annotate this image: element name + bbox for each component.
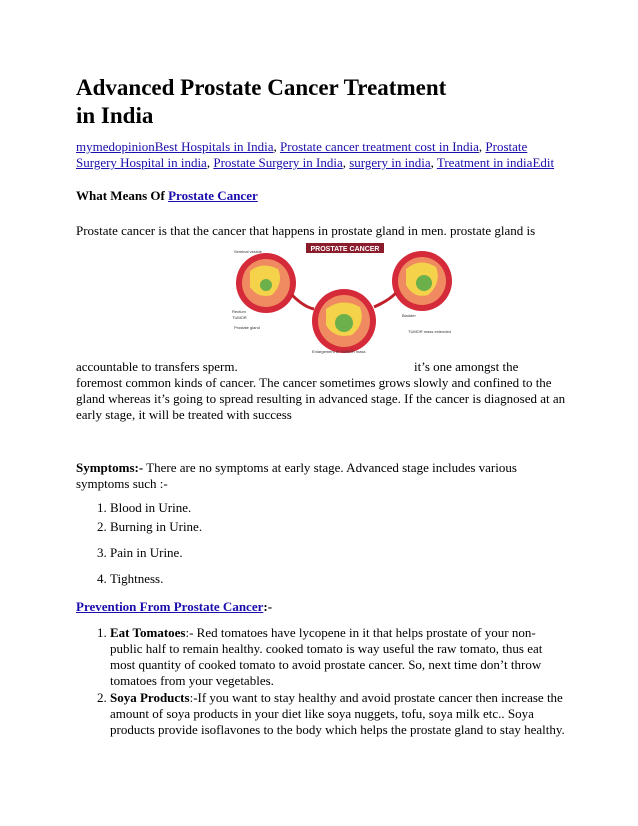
tag-link[interactable]: surgery in india xyxy=(349,155,431,170)
figure-title: PROSTATE CANCER xyxy=(310,246,380,253)
list-item: 1. Blood in Urine. xyxy=(110,500,568,516)
title-line-1: Advanced Prostate Cancer Treatment xyxy=(76,75,447,100)
prevention-heading: Prevention From Prostate Cancer:- xyxy=(76,599,273,614)
list-item: 3. Pain in Urine. xyxy=(110,545,568,561)
list-item: 2. Soya Products:-If you want to stay healthy and avoid prostate cancer then increase the amount of soya products in your diet like soya nuggets, tofu, soya milk etc.. Soya products provide isoflavones to the body which helps the prostate gland to stay healthy. xyxy=(110,690,568,738)
symptoms-label: Symptoms:- xyxy=(76,460,144,475)
article xyxy=(76,74,568,739)
split-right-text: it’s one amongst the xyxy=(414,359,519,374)
prevention-list xyxy=(76,625,568,738)
label-tumor-extended: TUMOR mass extended xyxy=(408,329,451,334)
prostate-cancer-link[interactable]: Prostate Cancer xyxy=(168,188,258,203)
tag-link[interactable]: Prostate Surgery in India xyxy=(213,155,343,170)
label-prostate-gland: Prostate gland xyxy=(234,325,260,330)
section-heading: What Means Of Prostate Cancer xyxy=(76,188,258,203)
label-enlargement: Enlargement of TUMOR mass xyxy=(312,349,366,354)
body-text: foremost common kinds of cancer. The cancer sometimes grows slowly and confined to the gland whereas it’s going to spread resulting in advanced stage. If the cancer is diagnosed at an early stage, it will be treated with success xyxy=(76,375,566,422)
label-tumor: TUMOR xyxy=(232,315,247,320)
list-item: 2. Burning in Urine. xyxy=(110,519,568,535)
tag-link[interactable]: Treatment in india xyxy=(436,155,533,170)
label-seminal-vesicle: Seminal vesicle xyxy=(234,249,262,254)
list-item: 4. Tightness. xyxy=(110,571,568,587)
prevention-link[interactable]: Prevention From Prostate Cancer xyxy=(76,599,264,614)
tag-link[interactable]: Best Hospitals in India xyxy=(154,139,274,154)
tag-link[interactable]: Prostate Surgery Hospital in india xyxy=(76,139,528,170)
label-bladder: Bladder xyxy=(402,313,416,318)
page-title xyxy=(76,74,568,130)
tag-link[interactable]: Prostate cancer treatment cost in India xyxy=(280,139,479,154)
title-line-2: in India xyxy=(76,103,154,128)
split-line xyxy=(76,359,568,375)
intro-text: Prostate cancer is that the cancer that happens in prostate gland in men. prostate gland is xyxy=(76,223,536,238)
post-meta: mymedopinionBest Hospitals in India, Prostate cancer treatment cost in India, Prostate Surgery Hospital in india, Prostate Surgery in India, surgery in india, Treatment in indiaEdit xyxy=(76,139,555,170)
edit-link[interactable]: Edit xyxy=(532,155,555,170)
label-rectum: Rectum xyxy=(232,309,246,314)
author-link[interactable]: mymedopinion xyxy=(76,139,155,154)
prostate-cancer-illustration xyxy=(232,243,459,355)
list-item: 1. Eat Tomatoes:- Red tomatoes have lycopene in it that helps prostate of your non-public half to remain healthy. cooked tomato is way useful the raw tomato, thus eat most quantity of cooked tomato to avoid prostate cancer. So, next time don’t throw tomatoes from your vegetables. xyxy=(110,625,568,689)
figure-row xyxy=(76,243,568,359)
symptoms-paragraph: Symptoms:- There are no symptoms at early stage. Advanced stage includes various symptoms such :- xyxy=(76,460,517,491)
split-left-text: accountable to transfers sperm. xyxy=(76,359,238,374)
symptoms-list xyxy=(76,500,568,587)
